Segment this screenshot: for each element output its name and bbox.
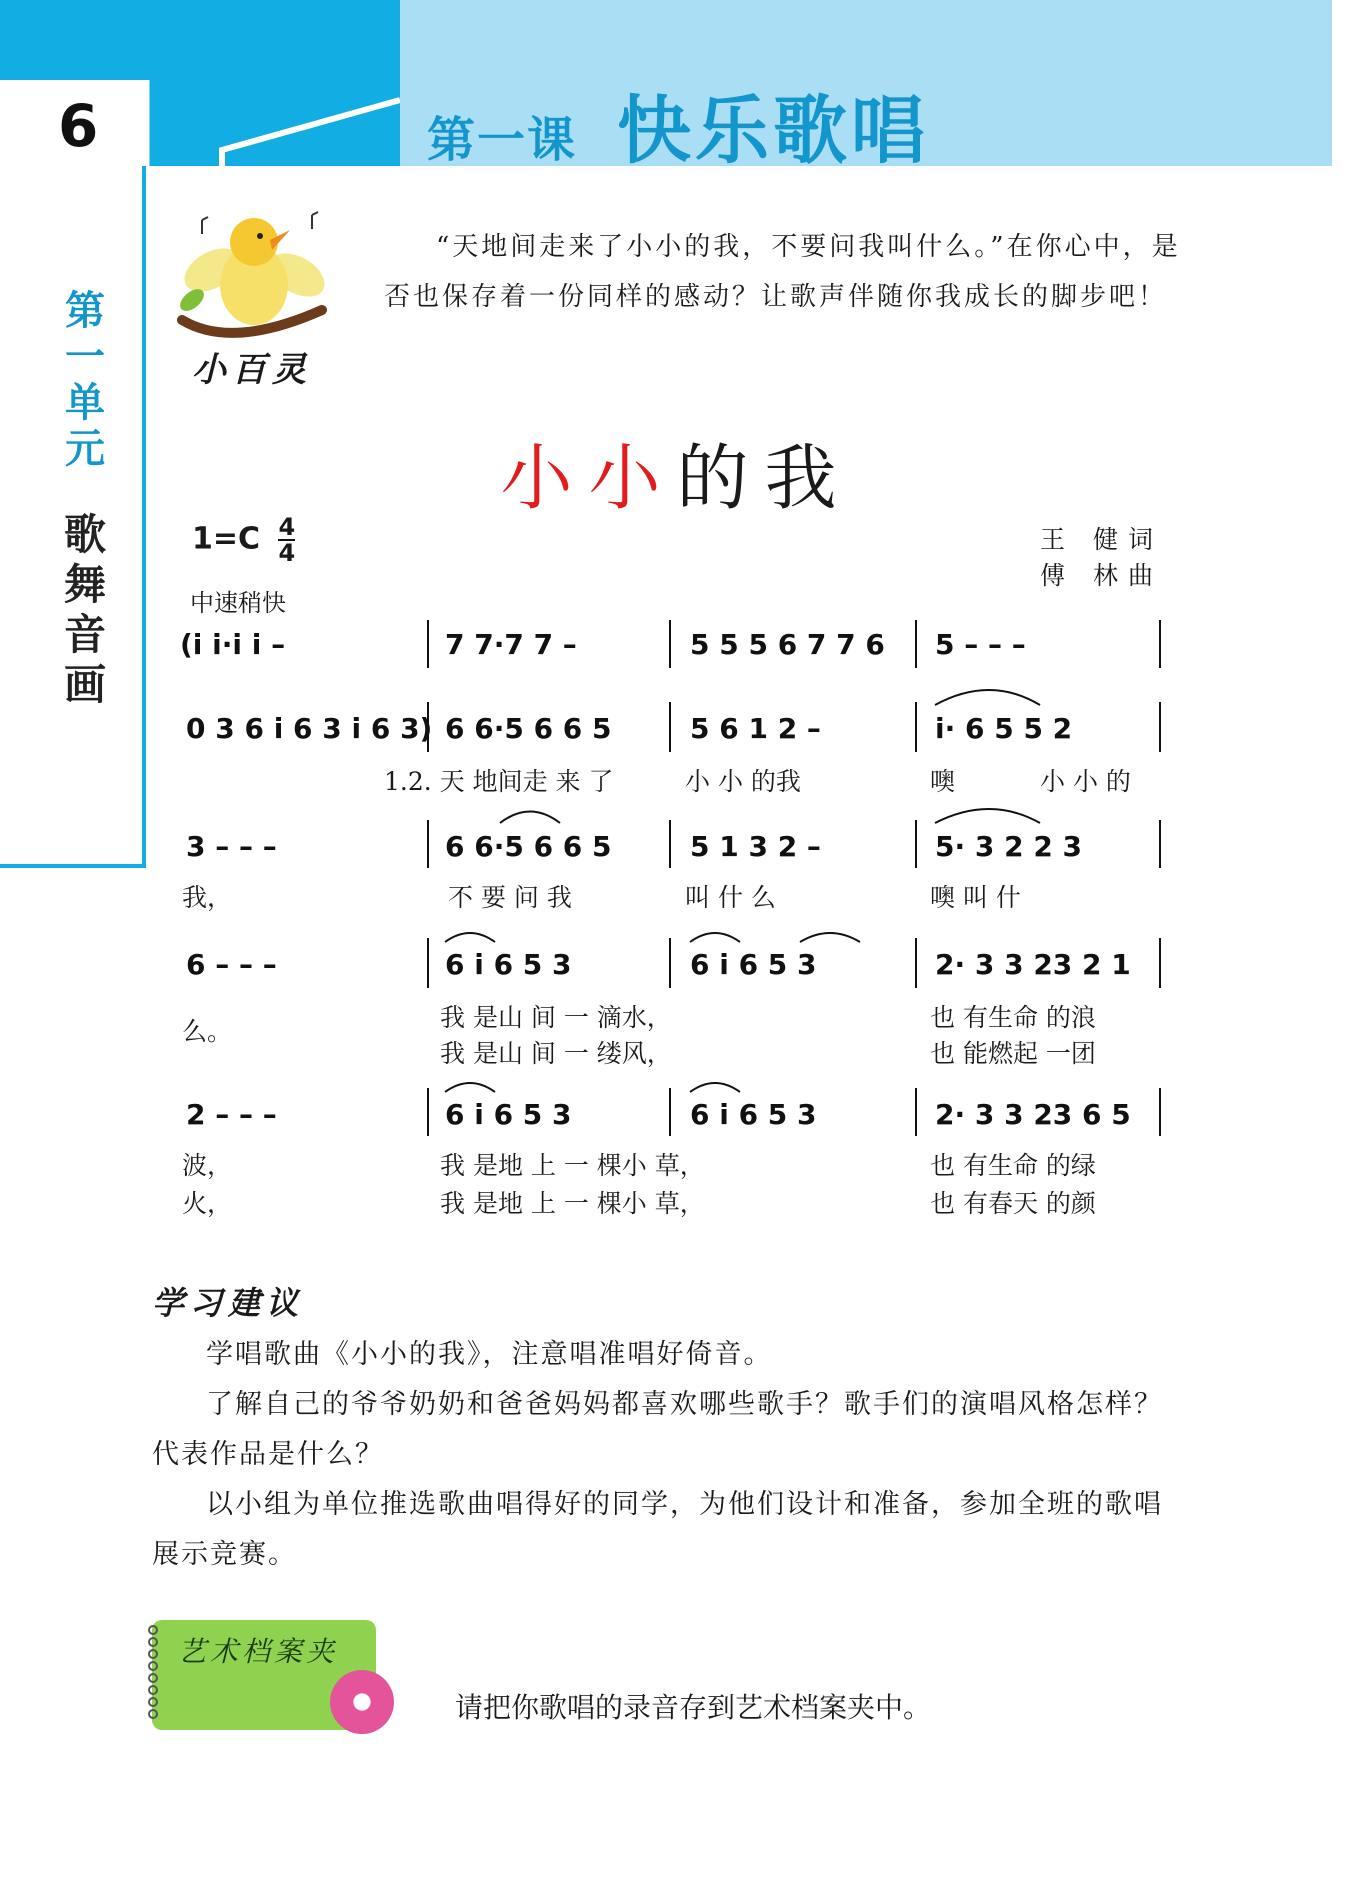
row5-lyric-6: 也 有春天 的颜 (930, 1189, 1096, 1218)
row2-notes-3: 5 6 1 2 – (690, 712, 821, 745)
intro-text: “天地间走来了小小的我，不要问我叫什么。”在你心中，是否也保存着一份同样的感动？让歌声伴随你我成长的脚步吧！ (384, 232, 1181, 312)
score-row-4 (182, 933, 1160, 1068)
row2-notes-1: 0 3 6 i 6 3 i 6 3) (186, 712, 433, 745)
row1-notes-2: 7 7·7 7 – (445, 628, 577, 661)
row4-lyric-2: 我 是山 间 一 滴水， (440, 1003, 672, 1032)
archive-instruction: 请把你歌唱的录音存到艺术档案夹中。 (455, 1691, 932, 1724)
time-top: 4 (278, 513, 296, 541)
unit-label: 第一单元 (65, 288, 105, 472)
row4-lyric-4: 我 是山 间 一 缕风， (440, 1039, 672, 1068)
row4-lyric-5: 也 能燃起 一团 (930, 1039, 1096, 1068)
row3-notes-2: 6 6·5 6 6 5 (445, 830, 612, 863)
mascot-label: 小百灵 (192, 350, 312, 390)
row2-lyric-4: 小 小 的 (1040, 767, 1131, 796)
row4-lyric-3: 也 有生命 的浪 (930, 1003, 1096, 1032)
row4-notes-1: 6 – – – (186, 948, 277, 981)
row5-notes-3: 6 i 6 5 3 (690, 1098, 817, 1131)
row5-lyric-3: 也 有生命 的绿 (930, 1151, 1096, 1180)
unit-name: 歌舞音画 (63, 510, 106, 709)
composer: 傅 林曲 (1040, 561, 1163, 590)
study-section (152, 1330, 1182, 1580)
score-row-3 (182, 809, 1160, 912)
row1-notes-3: 5 5 5 6 7 7 6 (690, 628, 885, 661)
row5-notes-1: 2 – – – (186, 1098, 277, 1131)
row3-notes-4: 5· 3 2 2 3 (935, 830, 1083, 863)
row1-notes-4: 5 – – – (935, 628, 1026, 661)
row3-notes-1: 3 – – – (186, 830, 277, 863)
spiral-binding-icon (146, 1622, 160, 1728)
key-text: 1=C (192, 521, 261, 557)
score-row-5 (182, 1083, 1160, 1218)
study-paragraph-1: 学唱歌曲《小小的我》，注意唱准唱好倚音。 (206, 1339, 773, 1370)
row5-notes-2: 6 i 6 5 3 (445, 1098, 572, 1131)
time-bottom: 4 (278, 539, 296, 567)
row5-lyric-2: 我 是地 上 一 棵小 草， (440, 1151, 705, 1180)
row3-lyric-2: 不 要 问 我 (448, 883, 572, 912)
row5-lyric-4: 火， (182, 1189, 233, 1218)
row3-lyric-1: 我， (182, 883, 233, 912)
row2-notes-2: 6 6·5 6 6 5 (445, 712, 612, 745)
row5-notes-4: 2· 3 3 23 6 5 (935, 1098, 1131, 1131)
tempo-marking: 中速稍快 (190, 589, 286, 617)
song-title-red: 小小 (500, 436, 677, 520)
row4-notes-2: 6 i 6 5 3 (445, 948, 572, 981)
row3-notes-3: 5 1 3 2 – (690, 830, 821, 863)
page-number: 6 (58, 92, 99, 160)
study-paragraph-3: 以小组为单位推选歌曲唱得好的同学，为他们设计和准备，参加全班的歌唱展示竞赛。 (152, 1489, 1163, 1570)
row2-lyric-3: 噢 (930, 767, 956, 796)
score-row-2 (186, 690, 1160, 796)
row4-notes-3: 6 i 6 5 3 (690, 948, 817, 981)
row4-notes-4: 2· 3 3 23 2 1 (935, 948, 1131, 981)
lesson-number: 第一课 (427, 112, 578, 168)
row5-lyric-1: 波， (182, 1151, 233, 1180)
row1-notes-1: (i i·i i – (180, 628, 286, 661)
cd-disc-icon (330, 1670, 394, 1734)
row5-lyric-5: 我 是地 上 一 棵小 草， (440, 1189, 705, 1218)
row4-lyric-1: 么。 (182, 1017, 233, 1046)
art-folder-label: 艺术档案夹 (178, 1635, 339, 1668)
lyricist: 王 健词 (1040, 525, 1163, 554)
row2-lyric-1: 1.2. 天 地间走 来 了 (384, 767, 614, 796)
row3-lyric-4: 噢 叫 什 (930, 883, 1021, 912)
lesson-name: 快乐歌唱 (617, 88, 930, 174)
row2-lyric-2: 小 小 的我 (685, 767, 801, 796)
song-title-rest: 的我 (676, 436, 853, 520)
study-paragraph-2: 了解自己的爷爷奶奶和爸爸妈妈都喜欢哪些歌手？歌手们的演唱风格怎样？代表作品是什么？ (152, 1389, 1163, 1470)
study-heading: 学习建议 (152, 1284, 305, 1322)
score-row-1 (180, 620, 1160, 668)
row2-notes-4: i· 6 5 5 2 (935, 712, 1073, 745)
row3-lyric-3: 叫 什 么 (685, 883, 776, 912)
